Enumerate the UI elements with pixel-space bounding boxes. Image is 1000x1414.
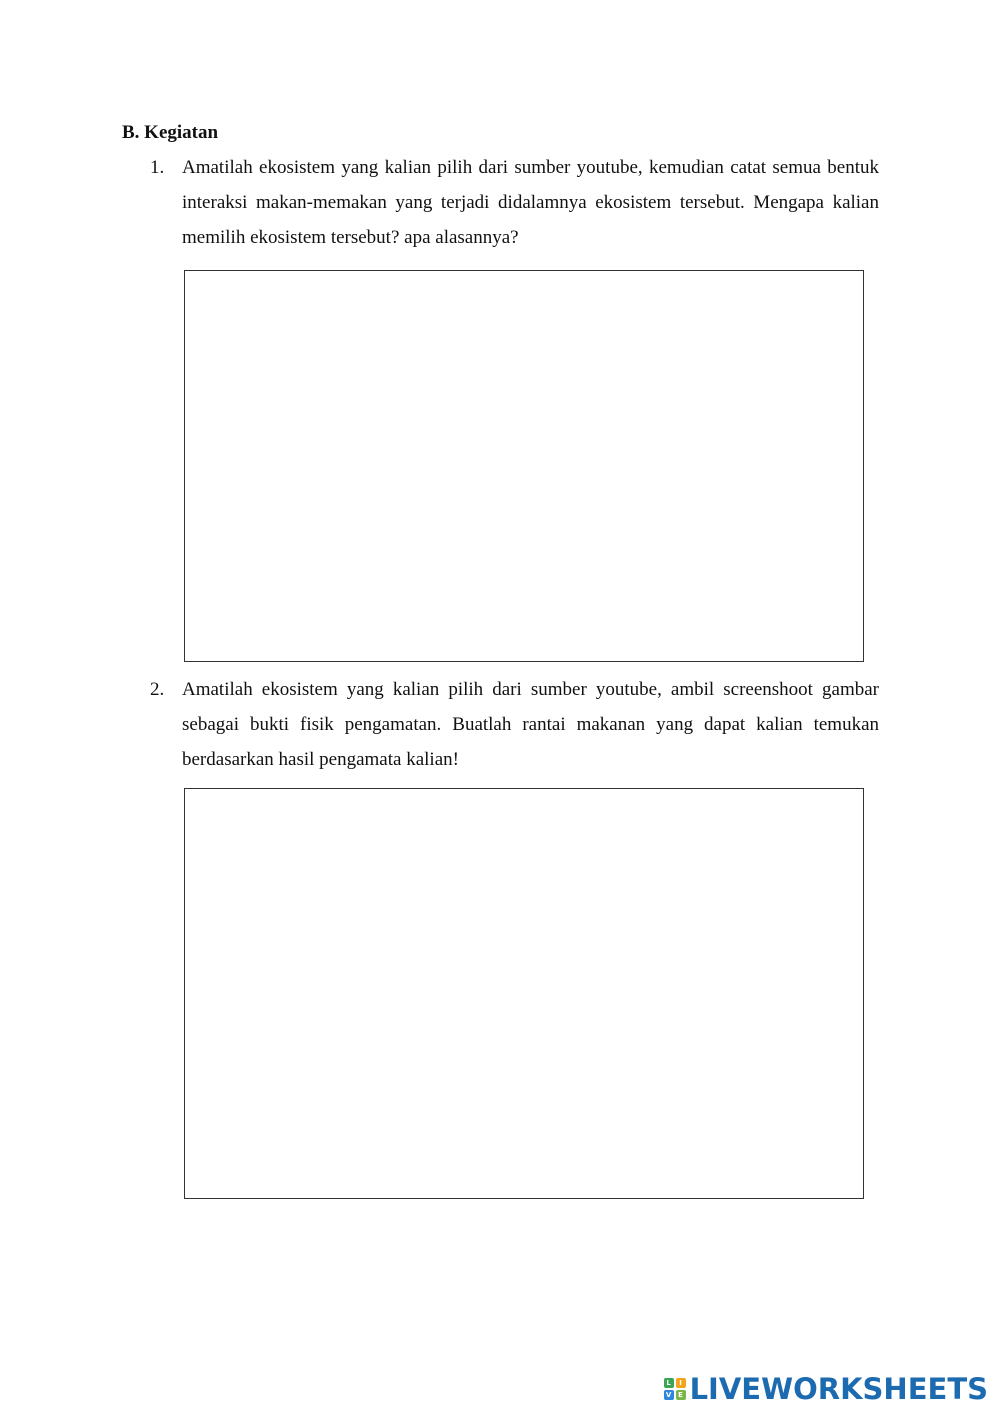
brand-name: LIVEWORKSHEETS	[689, 1372, 988, 1406]
answer-box-2[interactable]	[184, 788, 864, 1199]
answer-box-1[interactable]	[184, 270, 864, 662]
logo-tile-e: E	[676, 1390, 686, 1400]
question-1-text: Amatilah ekosistem yang kalian pilih dari sumber youtube, kemudian catat semua bentuk interaksi makan-memakan yang terjadi didalamnya ekosistem tersebut. Mengapa kalian memilih ekosistem tersebut? apa alasannya?	[182, 157, 879, 248]
logo-tile-v: V	[664, 1390, 674, 1400]
logo-tile-l: L	[664, 1378, 674, 1388]
liveworksheets-logo-icon	[664, 1378, 686, 1400]
question-1	[150, 150, 879, 255]
question-2	[150, 672, 879, 777]
question-1-number: 1.	[150, 157, 165, 178]
logo-tile-i: I	[676, 1378, 686, 1388]
question-2-text: Amatilah ekosistem yang kalian pilih dari sumber youtube, ambil screenshoot gambar sebagai bukti fisik pengamatan. Buatlah rantai makanan yang dapat kalian temukan berdasarkan hasil pengamata kalian!	[182, 679, 879, 770]
liveworksheets-brand	[664, 1372, 988, 1406]
question-2-number: 2.	[150, 679, 165, 700]
section-title: B. Kegiatan	[122, 122, 219, 143]
